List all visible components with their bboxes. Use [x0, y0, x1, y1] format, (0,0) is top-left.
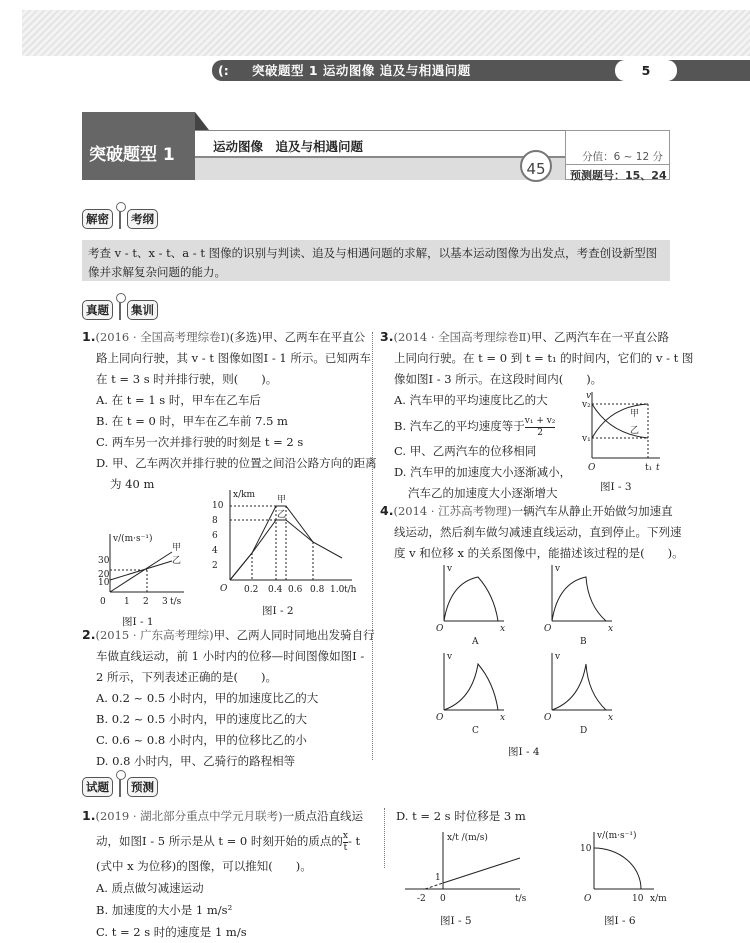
denominator: t	[343, 842, 348, 853]
x-label: t/h	[344, 585, 357, 595]
y-tick: 6	[212, 531, 218, 541]
x-tick: 10	[632, 894, 644, 904]
badge-text: 集训	[127, 300, 158, 320]
v2-label: v₂	[582, 400, 591, 410]
section-underbar	[195, 158, 565, 180]
question-number: 4.	[380, 503, 394, 518]
x-tick: 0.8	[310, 585, 325, 595]
question-source: (2014 · 全国高考理综卷Ⅱ)	[393, 330, 531, 344]
x-label: t/s	[170, 597, 182, 607]
figure-caption: 图Ⅰ - 4	[508, 746, 540, 758]
option-b: B. 0.2 ~ 0.5 小时内，甲的速度比乙的大	[96, 712, 307, 726]
option-graph-d	[544, 652, 613, 736]
option-b: B. 加速度的大小是 1 m/s²	[96, 903, 233, 917]
origin-label: O	[584, 894, 592, 904]
figure-caption: 图Ⅰ - 1	[122, 616, 154, 628]
question-source: (2019 · 湖北部分重点中学元月联考)	[95, 809, 283, 823]
x-tick: 1.0	[330, 585, 345, 595]
clock-icon	[520, 150, 552, 182]
question-number: 3.	[380, 329, 394, 344]
exam-outline-text: 考查 v - t、x - t、a - t 图像的识别与判读、追及与相遇问题的求解，以基本运动图像为出发点，考查创设新型图像并求解复杂问题的能力。	[82, 240, 670, 281]
option-label: C	[472, 726, 479, 736]
question-text: 甲、乙两人同时同地出发骑自行	[213, 628, 375, 642]
x-tick: 0.4	[268, 585, 283, 595]
option-d-cont: 汽车乙的加速度大小逐渐增大	[408, 486, 558, 500]
question-text: 一质点沿直线运	[282, 809, 364, 823]
figure-4	[420, 565, 620, 760]
y-label: v	[447, 652, 453, 662]
time-minutes: 45	[526, 160, 546, 178]
badge-text: 预测	[127, 777, 158, 797]
series-jia	[592, 404, 648, 438]
legend-jia: 甲	[277, 495, 287, 505]
legend-yi: 乙	[630, 426, 640, 436]
question-text: 线运动，然后刹车做匀减速直线运动，直到停止。下列速	[394, 525, 682, 539]
option-label: D	[580, 726, 588, 736]
option-a: A. 质点做匀减速运动	[96, 881, 204, 895]
badge-text: 考纲	[127, 209, 158, 229]
question-text: 路上同向行驶，其 v - t 图像如图Ⅰ - 1 所示。已知两车	[96, 351, 371, 365]
y-tick: 20	[98, 570, 110, 580]
x-label: x	[500, 713, 506, 723]
badge-text: 真题	[82, 300, 113, 320]
denominator: 2	[537, 427, 543, 438]
figure-5	[400, 828, 530, 928]
question-1	[82, 326, 377, 495]
question-text-part: 动，如图Ⅰ - 5 所示是从 t = 0 时刻开始的质点的	[96, 834, 343, 848]
series-line	[443, 858, 520, 883]
option-a: A. 在 t = 1 s 时，甲车在乙车后	[96, 393, 261, 407]
option-label: A	[472, 637, 479, 647]
running-header	[212, 60, 750, 81]
predicted-questions: 预测题号：15、24	[566, 164, 669, 183]
section-fold-decor	[195, 112, 209, 130]
key-icon	[115, 776, 125, 798]
x-label: t/s	[515, 894, 527, 904]
numerator: x	[342, 830, 348, 841]
question-text-part: - t	[347, 834, 361, 848]
question-text: 甲、乙两汽车在一平直公路	[530, 330, 669, 344]
y-tick: 4	[212, 546, 218, 556]
origin-label: O	[588, 463, 596, 473]
y-tick: 10	[98, 578, 110, 588]
x-label: x	[608, 713, 614, 723]
origin-label: O	[220, 584, 228, 594]
option-graph-a	[436, 565, 505, 647]
section-label: 突破题型 1	[82, 112, 195, 180]
x-label: x	[608, 624, 614, 634]
series-yi	[592, 404, 648, 438]
question-number: 1.	[82, 808, 96, 823]
figure-1	[92, 528, 192, 628]
extrapolation	[425, 883, 443, 889]
question-text: 在 t = 3 s 时并排行驶，则( )。	[96, 372, 278, 386]
x-label: t	[656, 463, 660, 473]
option-d: D. 甲、乙车两次并排行驶的位置之间沿公路方向的距离	[96, 456, 377, 470]
option-c: C. 甲、乙两汽车的位移相同	[394, 444, 537, 458]
question-text	[82, 827, 363, 855]
option-label: B	[580, 637, 587, 647]
option-b: B. 在 t = 0 时，甲车在乙车前 7.5 m	[96, 414, 288, 428]
x-tick: 0.2	[244, 585, 259, 595]
y-label: v	[555, 565, 561, 574]
x-tick: 0	[100, 597, 106, 607]
y-tick: 1	[435, 873, 441, 883]
legend-yi: 乙	[277, 510, 287, 520]
question-4	[380, 500, 684, 564]
x-tick: 2	[143, 597, 149, 607]
section-info-box	[565, 130, 670, 180]
x-label: x/m	[650, 894, 667, 904]
origin-label: O	[544, 713, 552, 723]
y-label: v/(m·s⁻¹)	[113, 534, 153, 544]
question-2	[82, 624, 375, 772]
question-text: 像如图Ⅰ - 3 所示。在这段时间内( )。	[394, 372, 603, 386]
x-tick: 0	[440, 894, 446, 904]
key-icon	[115, 299, 125, 321]
y-label: x/t /(m/s)	[447, 833, 488, 843]
y-tick: 10	[212, 501, 224, 511]
legend-yi: 乙	[172, 556, 182, 566]
v1-label: v₁	[582, 434, 591, 444]
question-text: (式中 x 为位移)的图像，可以推知( )。	[96, 859, 312, 873]
badge-text: 解密	[82, 209, 113, 229]
guides	[230, 506, 313, 580]
badge-prediction	[82, 776, 158, 798]
x-tick: 0.6	[288, 585, 303, 595]
y-tick: 10	[580, 844, 592, 854]
badge-exam-outline	[82, 208, 158, 230]
running-header-title: 突破题型 1 运动图像 追及与相遇问题	[252, 63, 471, 78]
question-text: 2 所示，下列表述正确的是( )。	[96, 670, 277, 684]
question-source: (2015 · 广东高考理综)	[95, 628, 214, 642]
y-tick: 30	[98, 556, 110, 566]
x-label: x	[500, 624, 506, 634]
option-c: C. 0.6 ~ 0.8 小时内，甲的位移比乙的小	[96, 733, 307, 747]
figure-6	[574, 828, 684, 928]
legend-jia: 甲	[172, 543, 182, 553]
legend-jia: 甲	[630, 409, 640, 419]
origin-label: O	[436, 713, 444, 723]
option-b-text: B. 汽车乙的平均速度等于	[394, 419, 525, 433]
badge-text: 试题	[82, 777, 113, 797]
y-label: v	[586, 391, 592, 401]
t1-label: t₁	[645, 463, 653, 473]
option-c: C. t = 2 s 时的速度是 1 m/s	[96, 925, 247, 939]
question-text: (多选)甲、乙两车在平直公	[229, 330, 366, 344]
section-title: 运动图像 追及与相遇问题	[195, 130, 565, 158]
y-label: v	[555, 652, 561, 662]
page-number: 5	[615, 60, 677, 81]
option-d: D. t = 2 s 时位移是 3 m	[396, 809, 526, 823]
y-tick: 8	[212, 516, 218, 526]
question-text: 上同向行驶。在 t = 0 到 t = t₁ 的时间内，它们的 v - t 图	[394, 351, 694, 365]
y-label: v/(m·s⁻¹)	[597, 831, 637, 841]
option-d: D. 汽车甲的加速度大小逐渐减小，	[394, 465, 572, 479]
question-source: (2014 · 江苏高考物理)	[393, 504, 512, 518]
x-tick: 3	[162, 597, 168, 607]
figure-caption: 图Ⅰ - 5	[440, 915, 472, 927]
question-text: 车做直线运动，前 1 小时内的位移—时间图像如图Ⅰ -	[96, 649, 365, 663]
option-d-cont: 为 40 m	[110, 477, 155, 491]
origin-label: O	[436, 624, 444, 634]
key-icon	[115, 208, 125, 230]
prediction-question-1	[82, 805, 363, 943]
column-divider	[384, 808, 385, 868]
figure-caption: 图Ⅰ - 3	[600, 481, 632, 493]
question-source: (2016 · 全国高考理综卷Ⅰ)	[95, 330, 230, 344]
question-number: 1.	[82, 329, 96, 344]
series-yi	[230, 520, 313, 580]
question-text: 度 v 和位移 x 的关系图像中，能描述该过程的是( )。	[394, 546, 684, 560]
top-decor-band	[22, 10, 750, 56]
option-c: C. 两车另一次并排行驶的时刻是 t = 2 s	[96, 435, 304, 449]
option-a: A. 汽车甲的平均速度比乙的大	[394, 393, 548, 407]
figure-caption: 图Ⅰ - 2	[262, 605, 294, 617]
y-tick: 2	[212, 561, 218, 571]
option-d: D. 0.8 小时内，甲、乙骑行的路程相等	[96, 754, 296, 768]
figure-3	[580, 390, 670, 495]
fraction	[525, 416, 556, 439]
guides	[592, 404, 648, 458]
y-label: v	[447, 565, 453, 574]
question-text: 一辆汽车从静止开始做匀加速直	[511, 504, 673, 518]
series-curve	[594, 848, 641, 889]
question-number: 2.	[82, 627, 96, 642]
series-jia	[110, 552, 172, 592]
y-label: x/km	[233, 490, 256, 500]
numerator: v₁ + v₂	[524, 415, 556, 426]
figure-2	[212, 488, 362, 623]
badge-real-questions	[82, 299, 158, 321]
option-a: A. 0.2 ~ 0.5 小时内，甲的加速度比乙的大	[96, 691, 319, 705]
option-graph-c	[436, 652, 505, 736]
x-tick: 1	[124, 597, 130, 607]
origin-label: O	[544, 624, 552, 634]
figure-caption: 图Ⅰ - 6	[604, 915, 636, 927]
header-marker: (:	[218, 63, 229, 78]
x-tick: -2	[417, 894, 426, 904]
option-graph-b	[544, 565, 613, 647]
score-range: 分值：6 ~ 12 分	[582, 151, 663, 163]
